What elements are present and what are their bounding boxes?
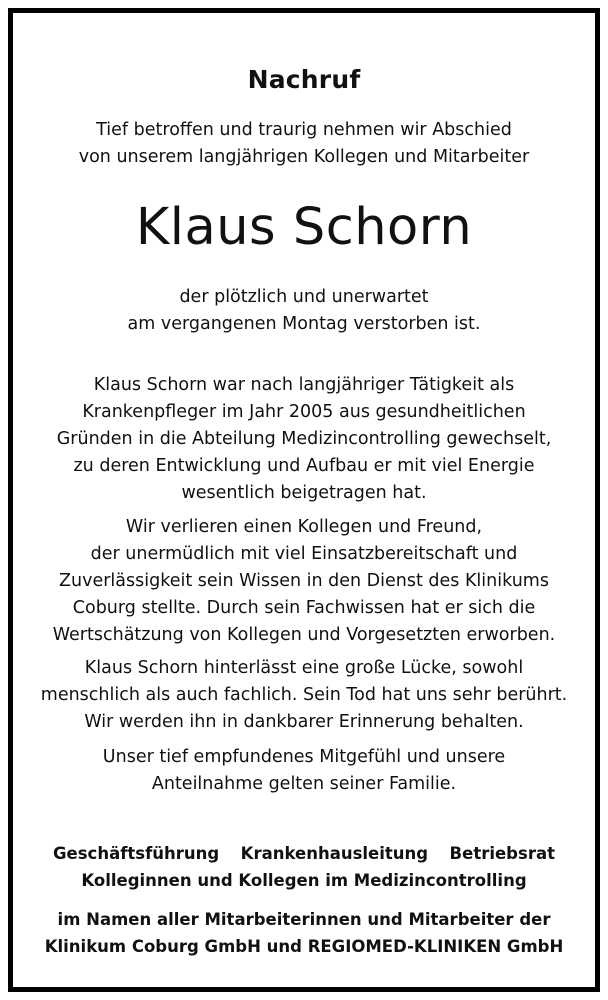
signature-works-council: Betriebsrat <box>449 844 555 863</box>
obituary-frame <box>8 8 600 992</box>
signature-organization: Klinikum Coburg GmbH und REGIOMED-KLINIKEN GmbH <box>44 937 564 956</box>
paragraph-line: Wir werden ihn in dankbarer Erinnerung behalten. <box>84 712 524 732</box>
intro-line: Tief betroffen und traurig nehmen wir Abschied <box>96 120 512 140</box>
subline-line: am vergangenen Montag verstorben ist. <box>127 314 481 334</box>
deceased-name: Klaus Schorn <box>135 198 473 257</box>
paragraph-condolence <box>13 744 595 798</box>
paragraph-line: zu deren Entwicklung und Aufbau er mit viel Energie <box>73 456 535 476</box>
subline-line: der plötzlich und unerwartet <box>179 287 429 307</box>
paragraph-line: Gründen in die Abteilung Medizincontrolling gewechselt, <box>56 429 552 449</box>
paragraph-line: Unser tief empfundenes Mitgefühl und unsere <box>102 747 506 767</box>
paragraph-tribute <box>13 514 595 649</box>
signature-management: Geschäftsführung <box>53 844 220 863</box>
intro-text <box>13 117 595 171</box>
paragraph-line: der unermüdlich mit viel Einsatzbereitschaft und <box>90 544 518 564</box>
paragraph-line: menschlich als auch fachlich. Sein Tod hat uns sehr berührt. <box>40 685 568 705</box>
death-circumstances <box>13 284 595 338</box>
paragraph-line: Klaus Schorn war nach langjähriger Tätigkeit als <box>93 375 515 395</box>
paragraph-line: Wertschätzung von Kollegen und Vorgesetzten erworben. <box>52 625 556 645</box>
notice-title: Nachruf <box>247 65 361 94</box>
paragraph-line: Anteilnahme gelten seiner Familie. <box>151 774 457 794</box>
paragraph-line: Klaus Schorn hinterlässt eine große Lücke, sowohl <box>84 658 524 678</box>
paragraph-line: wesentlich beigetragen hat. <box>181 483 427 503</box>
signature-hospital-board: Krankenhausleitung <box>240 844 429 863</box>
paragraph-line: Wir verlieren einen Kollegen und Freund, <box>125 517 483 537</box>
paragraph-line: Krankenpfleger im Jahr 2005 aus gesundheitlichen <box>82 402 526 422</box>
paragraph-line: Zuverlässigkeit sein Wissen in den Dienst des Klinikums <box>59 571 549 591</box>
paragraph-loss <box>13 655 595 736</box>
paragraph-line: Coburg stellte. Durch sein Fachwissen hat er sich die <box>72 598 536 618</box>
signature-row <box>53 840 555 867</box>
intro-line: von unserem langjährigen Kollegen und Mitarbeiter <box>78 147 530 167</box>
signature-colleagues: Kolleginnen und Kollegen im Medizincontrolling <box>81 871 527 890</box>
signature-on-behalf: im Namen aller Mitarbeiterinnen und Mitarbeiter der <box>57 910 551 929</box>
paragraph-career <box>13 372 595 507</box>
